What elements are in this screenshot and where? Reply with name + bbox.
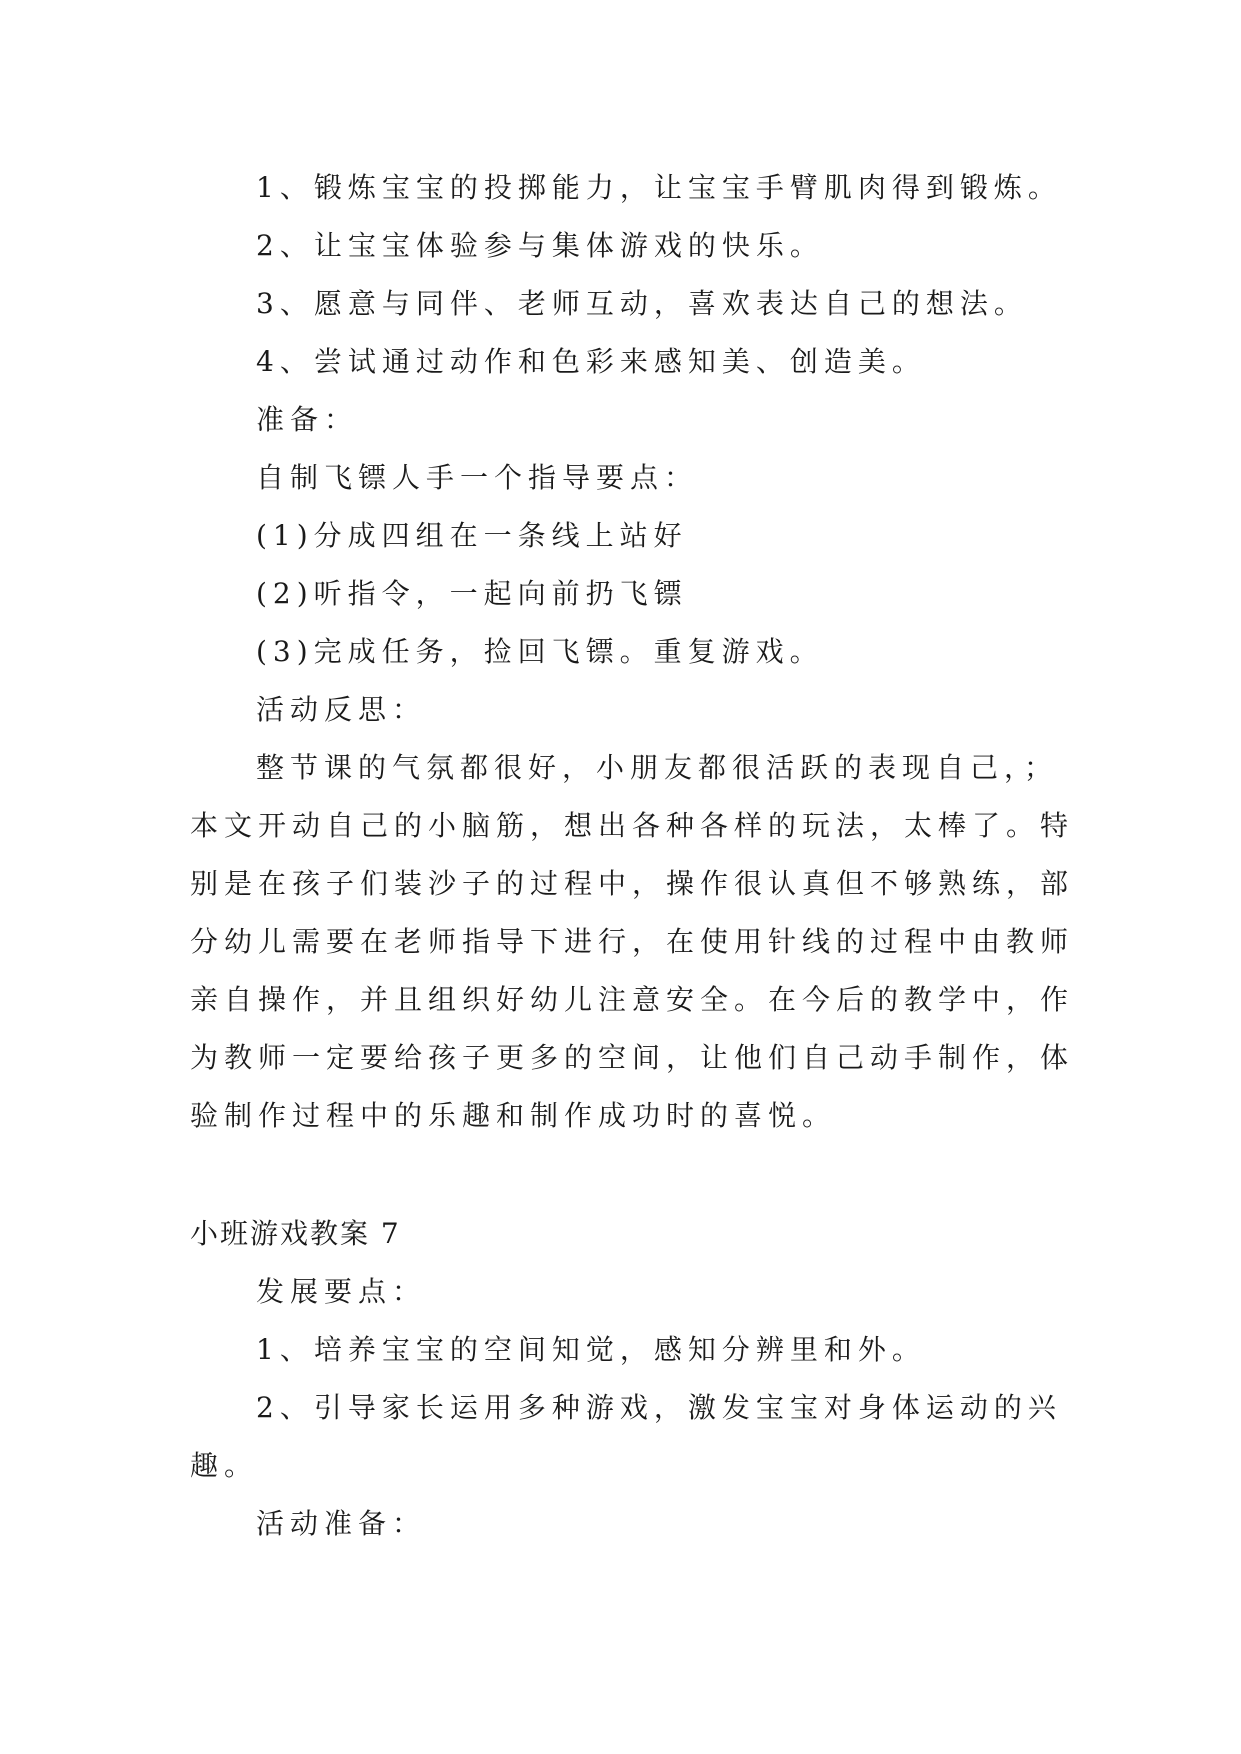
goal-item-2: 2、让宝宝体验参与集体游戏的快乐。: [256, 229, 824, 262]
reflection-line-4: 分幼儿需要在老师指导下进行，在使用针线的过程中由教师: [190, 925, 1075, 958]
prep-text: 自制飞镖人手一个指导要点：: [256, 461, 699, 494]
goal-item-3: 3、愿意与同伴、老师互动，喜欢表达自己的想法。: [256, 287, 1028, 320]
reflection-line-5: 亲自操作，并且组织好幼儿注意安全。在今后的教学中，作: [190, 983, 1075, 1016]
dev-point-2: 2、引导家长运用多种游戏，激发宝宝对身体运动的兴: [256, 1391, 1062, 1424]
reflection-line-1: 整节课的气氛都很好，小朋友都很活跃的表现自己，；: [256, 751, 1059, 784]
dev-point-1: 1、培养宝宝的空间知觉，感知分辨里和外。: [256, 1333, 926, 1366]
reflection-line-6: 为教师一定要给孩子更多的空间，让他们自己动手制作，体: [190, 1041, 1075, 1074]
prep-heading: 准备：: [256, 403, 359, 436]
reflection-line-2: 本文开动自己的小脑筋，想出各种各样的玩法，太棒了。特: [190, 809, 1075, 842]
dev-point-2-continuation: 趣。: [190, 1449, 259, 1482]
section-title: 小班游戏教案 7: [190, 1217, 401, 1250]
activity-prep-heading: 活动准备：: [256, 1507, 427, 1540]
step-item-1: (1)分成四组在一条线上站好: [256, 519, 688, 552]
reflection-line-7: 验制作过程中的乐趣和制作成功时的喜悦。: [190, 1099, 837, 1132]
dev-heading: 发展要点：: [256, 1275, 427, 1308]
reflection-heading: 活动反思：: [256, 693, 427, 726]
step-item-2: (2)听指令，一起向前扔飞镖: [256, 577, 688, 610]
reflection-line-3: 别是在孩子们装沙子的过程中，操作很认真但不够熟练，部: [190, 867, 1075, 900]
goal-item-4: 4、尝试通过动作和色彩来感知美、创造美。: [256, 345, 926, 378]
goal-item-1: 1、锻炼宝宝的投掷能力，让宝宝手臂肌肉得到锻炼。: [256, 171, 1062, 204]
step-item-3: (3)完成任务，捡回飞镖。重复游戏。: [256, 635, 824, 668]
